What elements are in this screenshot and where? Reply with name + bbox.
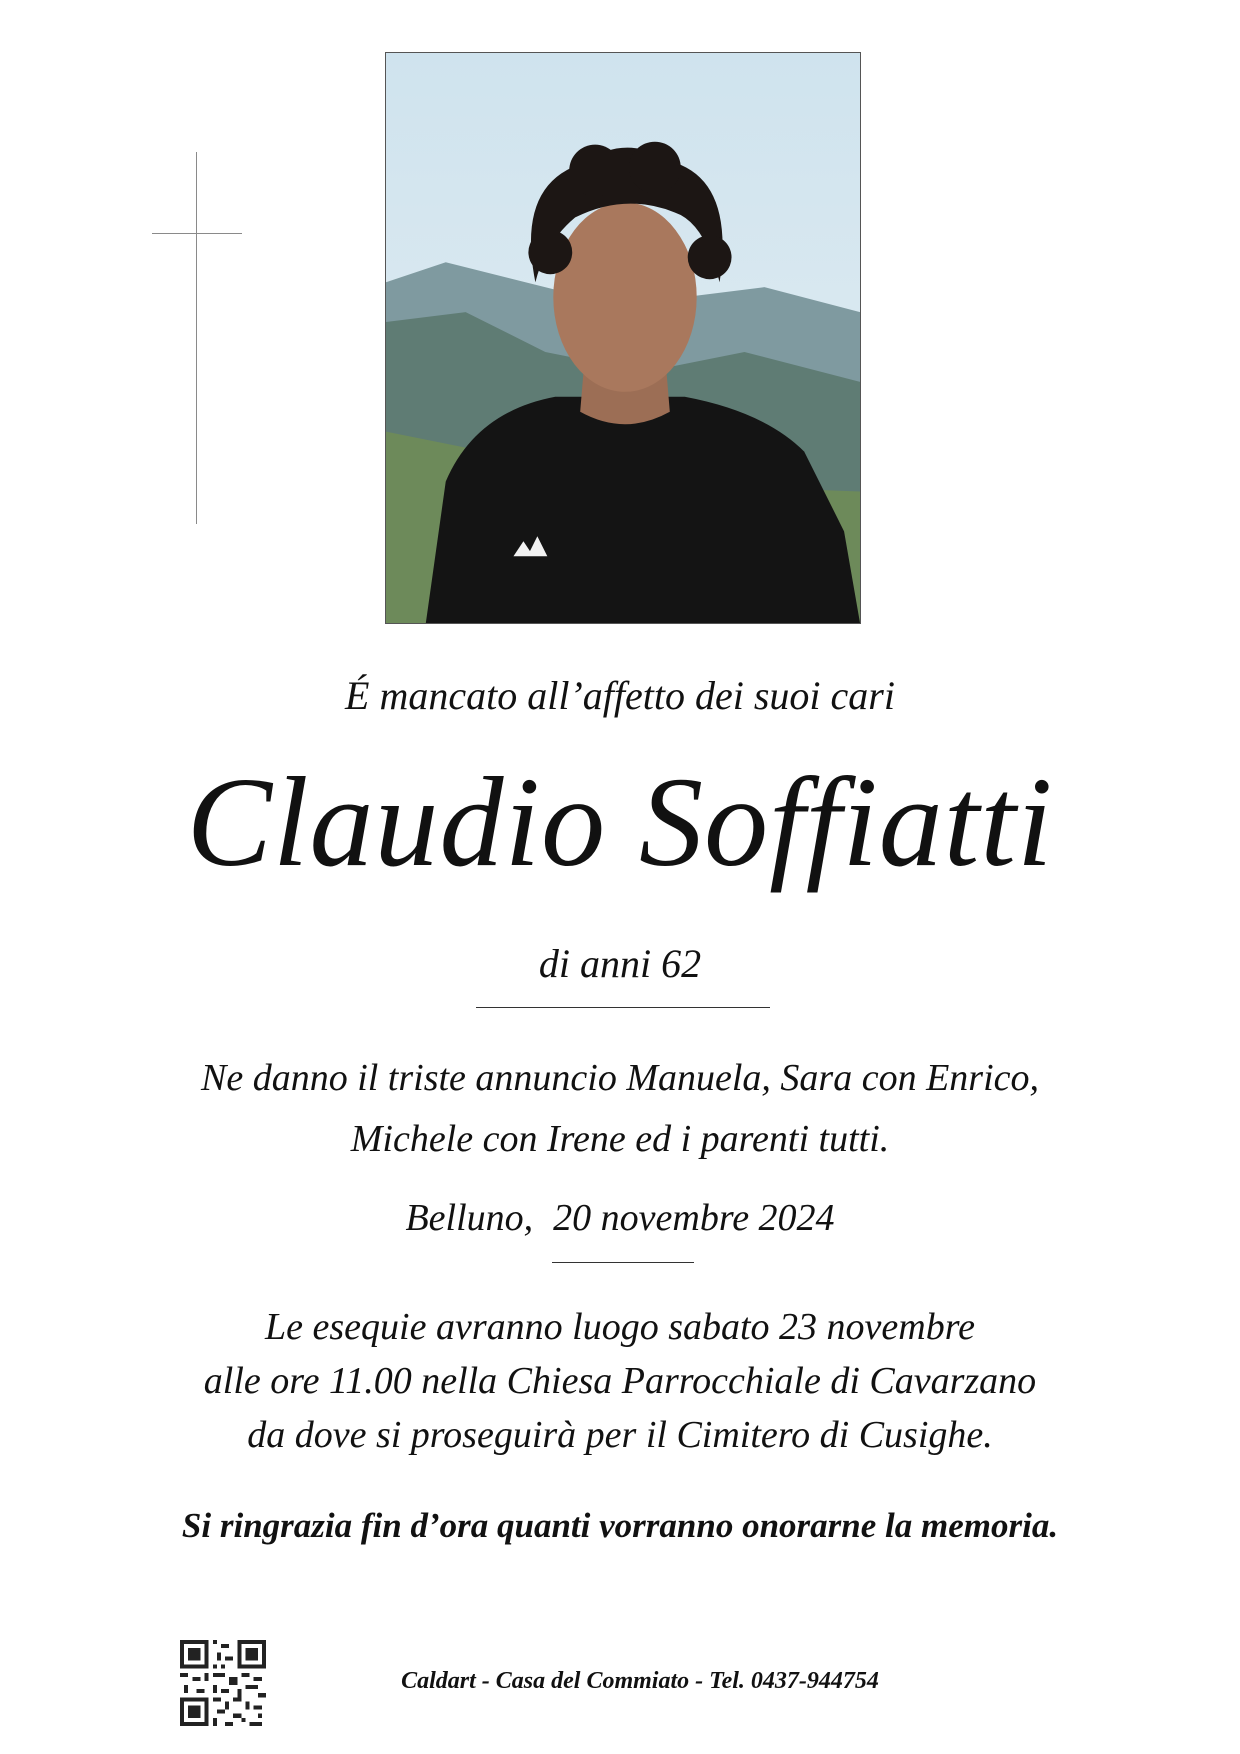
cross-vertical-line (196, 152, 197, 524)
deceased-name: Claudio Soffiatti (186, 751, 1054, 893)
cross-horizontal-line (152, 233, 242, 234)
announcement-line: Michele con Irene ed i parenti tutti. (350, 1118, 890, 1160)
qr-code-icon[interactable] (180, 1640, 266, 1726)
date-text: 20 novembre 2024 (553, 1197, 835, 1239)
funeral-details (0, 1300, 1240, 1462)
divider (552, 1262, 694, 1263)
intro-text: É mancato all’affetto dei suoi cari (345, 673, 895, 718)
funeral-line: da dove si proseguirà per il Cimitero di Cusighe. (247, 1414, 993, 1456)
agency-contact: Caldart - Casa del Commiato - Tel. 0437-944754 (401, 1668, 879, 1694)
age-text: di anni 62 (538, 941, 702, 986)
divider (476, 1007, 770, 1008)
announcement (0, 1048, 1240, 1170)
announcement-line: Ne danno il triste annuncio Manuela, Sara con Enrico, (200, 1057, 1040, 1099)
funeral-line: Le esequie avranno luogo sabato 23 novembre (265, 1306, 975, 1348)
funeral-line: alle ore 11.00 nella Chiesa Parrocchiale di Cavarzano (203, 1360, 1037, 1402)
place-date (0, 1196, 1240, 1240)
place-text: Belluno, (405, 1197, 534, 1239)
portrait-photo (385, 52, 861, 624)
thanks-text: Si ringrazia fin d’ora quanti vorranno onorarne la memoria. (181, 1506, 1059, 1545)
